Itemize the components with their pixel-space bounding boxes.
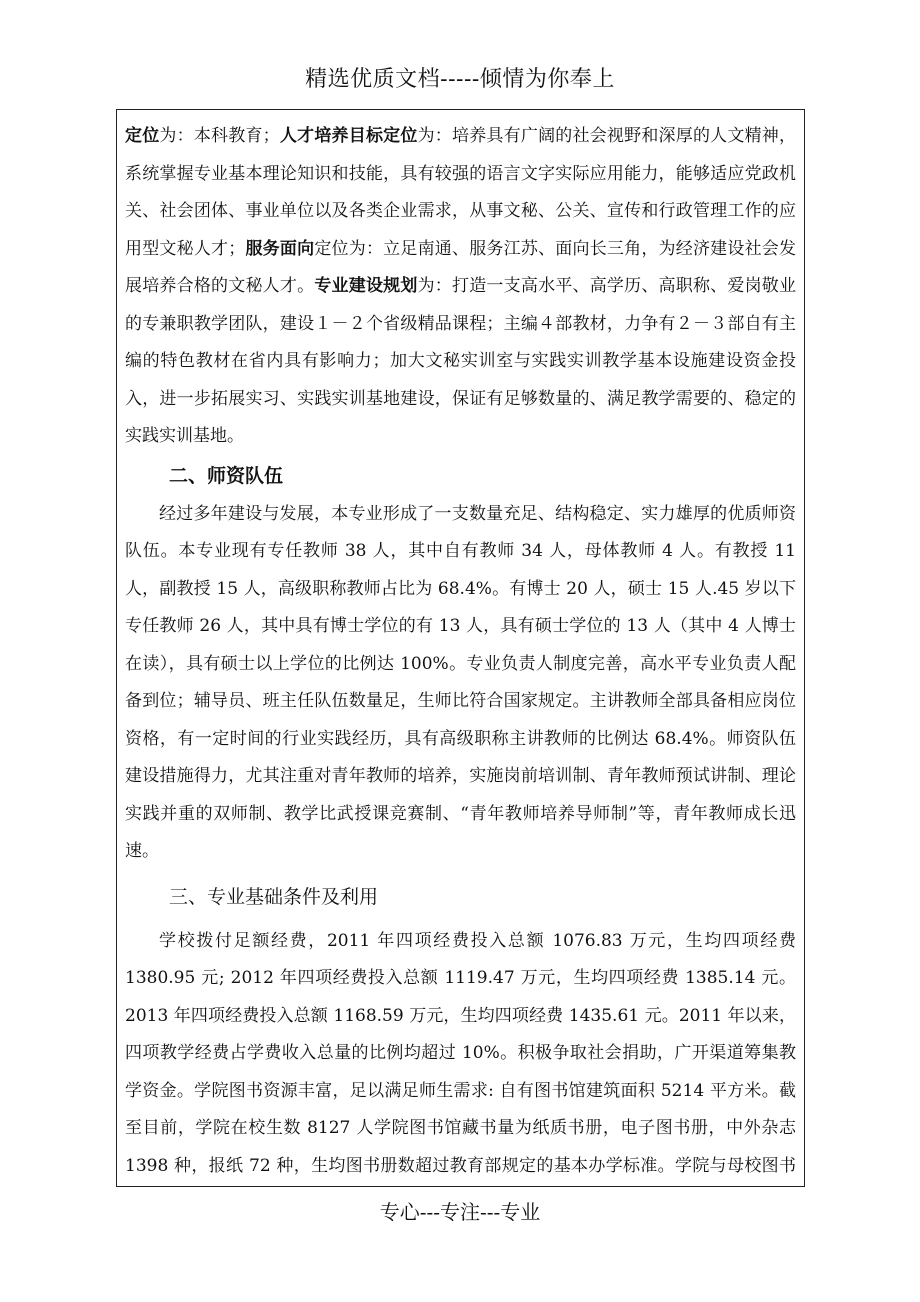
term-development-plan: 专业建设规划: [314, 276, 418, 296]
paragraph-positioning: [125, 118, 796, 456]
text-development-plan: 为：打造一支高水平、高学历、高职称、爱岗敬业的专兼职教学团队，建设１－２个省级精品课程；主编４部教材，力争有２－３部自有主编的特色教材在省内具有影响力；加大文秘实训室与实践实训教学基本设施建设资金投入，进一步拓展实习、实践实训基地建设，保证有足够数量的、满足教学需要的、稳定的实践实训基地。: [125, 276, 797, 446]
section-heading-faculty: 二、师资队伍: [169, 464, 284, 487]
text-positioning: 为：本科教育；: [159, 126, 280, 146]
section-heading-basic-conditions: 三、专业基础条件及利用: [169, 885, 379, 908]
page-footer: 专心---专注---专业: [379, 1200, 541, 1224]
paragraph-basic-conditions: 学校拨付足额经费，2011 年四项经费投入总额 1076.83 万元，生均四项经费 1380.95 元; 2012 年四项经费投入总额 1119.47 万元，生均四项经费 1385.14 元。2013 年四项经费投入总额 1168.59 万元，生均四项经费 1435.61 元。2011 年以来，四项教学经费占学费收入总量的比例均超过 10%。积极争取社会捐助，广开渠道筹集教学资金。学院图书资源丰富，足以满足师生需求: 自有图书馆建筑面积 5214 平方米。截至目前，学院在校生数 8127 人学院图书馆藏书量为纸质书册，电子图书册，中外杂志 1398 种，报纸 72 种，生均图书册数超过教育部规定的基本办学标准。学院与母校图书: [125, 930, 796, 1176]
text-training-goal: 为：培养具有广阔的社会视野和深厚的人文精神，系统掌握专业基本理论知识和技能，具有较强的语言文字实际应用能力，能够适应党政机关、社会团体、事业单位以及各类企业需求，从事文秘、公关、宣传和行政管理工作的应用型文秘人才；: [125, 126, 797, 259]
term-positioning: 定位: [125, 126, 160, 146]
text-service-direction: 定位为：立足南通、服务江苏、面向长三角，为经济建设社会发展培养合格的文秘人才。: [125, 238, 797, 296]
document-body: [117, 110, 804, 1187]
page-header: 精选优质文档-----倾情为你奉上: [305, 67, 615, 92]
content-box: [116, 109, 805, 1187]
paragraph-faculty: 经过多年建设与发展，本专业形成了一支数量充足、结构稳定、实力雄厚的优质师资队伍。本专业现有专任教师 38 人，其中自有教师 34 人，母体教师 4 人。有教授 11 人，副教授 15 人，高级职称教师占比为 68.4%。有博士 20 人，硕士 15 人.45 岁以下专任教师 26 人，其中具有博士学位的有 13 人，具有硕士学位的 13 人（其中 4 人博士在读），具有硕士以上学位的比例达 100%。专业负责人制度完善，高水平专业负责人配备到位；辅导员、班主任队伍数量足，生师比符合国家规定。主讲教师全部具备相应岗位资格，有一定时间的行业实践经历，具有高级职称主讲教师的比例达 68.4%。师资队伍建设措施得力，尤其注重对青年教师的培养，实施岗前培训制、青年教师预试讲制、理论实践并重的双师制、教学比武授课竞赛制、“青年教师培养导师制”等，青年教师成长迅速。: [125, 503, 796, 861]
term-training-goal: 人才培养目标定位: [279, 126, 418, 146]
term-service-direction: 服务面向: [245, 238, 315, 259]
